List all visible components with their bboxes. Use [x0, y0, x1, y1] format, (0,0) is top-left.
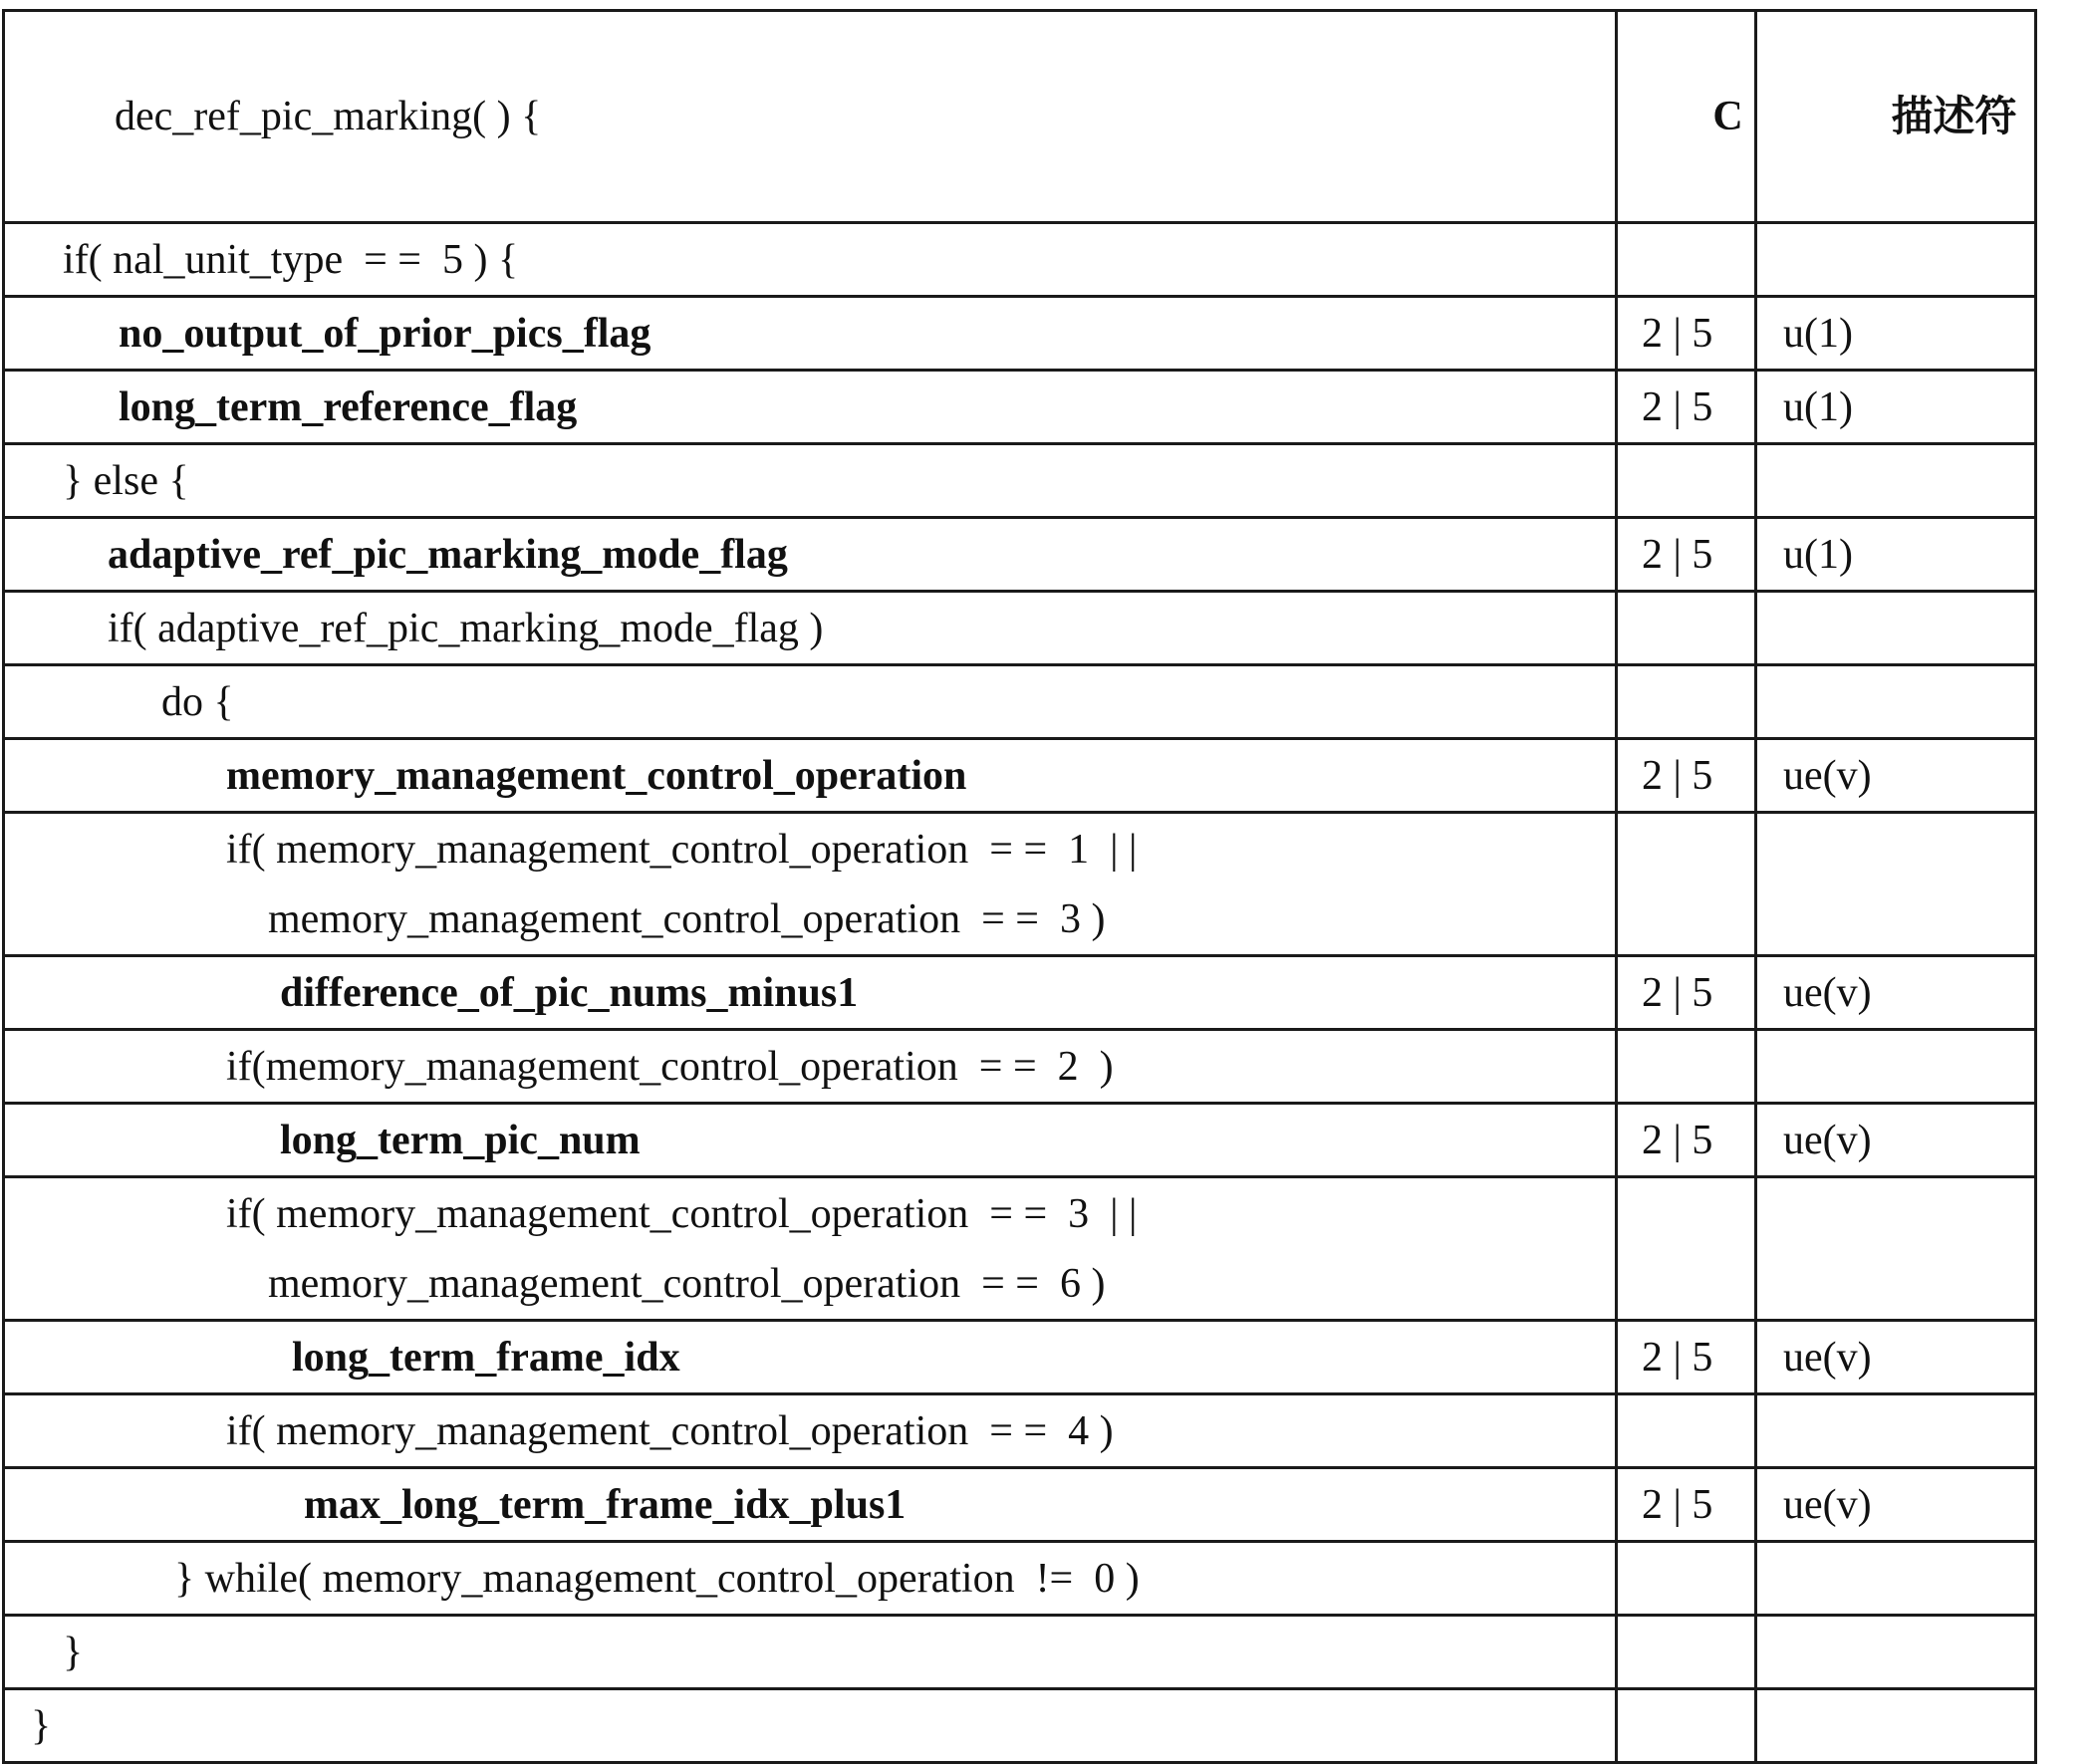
descriptor-cell: [1756, 592, 2036, 665]
category-cell: 2 | 5: [1617, 371, 1756, 444]
syntax-statement: if(memory_management_control_operation = = 2 ): [226, 1043, 1114, 1090]
table-row: [4, 1542, 2036, 1616]
header-descriptor-cell: [1756, 11, 2036, 223]
syntax-cell: [4, 1542, 1617, 1616]
category-cell: 2 | 5: [1617, 739, 1756, 813]
descriptor-cell: [1756, 444, 2036, 518]
table-row: [4, 956, 2036, 1030]
syntax-table-body: [4, 11, 2036, 1763]
category-cell: [1617, 1030, 1756, 1104]
table-row: [4, 1689, 2036, 1763]
table-row: [4, 665, 2036, 739]
syntax-statement: } else {: [63, 457, 189, 504]
table-row: [4, 371, 2036, 444]
syntax-cell: [4, 297, 1617, 371]
syntax-cell: [4, 1468, 1617, 1542]
syntax-cell: [4, 223, 1617, 297]
syntax-cell: [4, 1177, 1617, 1321]
syntax-statement: }: [63, 1629, 84, 1675]
syntax-statement: if( memory_management_control_operation = = 3 | |: [226, 1190, 1138, 1237]
syntax-cell: [4, 1104, 1617, 1177]
descriptor-cell: [1756, 1177, 2036, 1321]
category-cell: 2 | 5: [1617, 297, 1756, 371]
descriptor-cell: [1756, 1394, 2036, 1468]
syntax-statement: } while( memory_management_control_operation != 0 ): [174, 1555, 1140, 1602]
descriptor-cell: u(1): [1756, 518, 2036, 592]
syntax-cell: [4, 1394, 1617, 1468]
syntax-statement: memory_management_control_operation = = 6 ): [226, 1260, 1106, 1307]
syntax-element: max_long_term_frame_idx_plus1: [304, 1481, 907, 1528]
category-cell: [1617, 1616, 1756, 1689]
descriptor-cell: ue(v): [1756, 1468, 2036, 1542]
syntax-cell: [4, 1689, 1617, 1763]
descriptor-cell: ue(v): [1756, 739, 2036, 813]
category-cell: 2 | 5: [1617, 518, 1756, 592]
category-cell: [1617, 665, 1756, 739]
syntax-element: memory_management_control_operation: [226, 752, 967, 799]
header-row: [4, 11, 2036, 223]
category-cell: 2 | 5: [1617, 1321, 1756, 1394]
table-row: [4, 1468, 2036, 1542]
table-row: [4, 739, 2036, 813]
descriptor-cell: ue(v): [1756, 956, 2036, 1030]
category-cell: [1617, 1394, 1756, 1468]
descriptor-cell: [1756, 1616, 2036, 1689]
syntax-statement: if( memory_management_control_operation = = 1 | |: [226, 826, 1138, 873]
table-row: [4, 592, 2036, 665]
category-cell: [1617, 1689, 1756, 1763]
descriptor-cell: ue(v): [1756, 1321, 2036, 1394]
table-row: [4, 223, 2036, 297]
syntax-element: long_term_reference_flag: [119, 383, 578, 430]
syntax-cell: [4, 518, 1617, 592]
table-row: [4, 1030, 2036, 1104]
syntax-statement: memory_management_control_operation = = 3 ): [226, 895, 1106, 942]
syntax-cell: [4, 813, 1617, 956]
category-cell: [1617, 592, 1756, 665]
category-cell: [1617, 223, 1756, 297]
syntax-cell: [4, 371, 1617, 444]
descriptor-cell: ue(v): [1756, 1104, 2036, 1177]
descriptor-cell: [1756, 1542, 2036, 1616]
syntax-cell: [4, 956, 1617, 1030]
descriptor-cell: [1756, 1030, 2036, 1104]
header-category-cell: [1617, 11, 1756, 223]
syntax-element: long_term_frame_idx: [292, 1334, 680, 1381]
category-cell: [1617, 444, 1756, 518]
syntax-statement: }: [31, 1702, 52, 1749]
syntax-cell: [4, 1030, 1617, 1104]
syntax-element: long_term_pic_num: [280, 1117, 641, 1163]
descriptor-cell: [1756, 1689, 2036, 1763]
descriptor-header: 描述符: [1891, 92, 2017, 140]
table-row: [4, 1616, 2036, 1689]
table-row: [4, 518, 2036, 592]
descriptor-cell: u(1): [1756, 297, 2036, 371]
syntax-element: no_output_of_prior_pics_flag: [119, 310, 651, 357]
table-row: [4, 444, 2036, 518]
table-row: [4, 1321, 2036, 1394]
syntax-element: difference_of_pic_nums_minus1: [280, 969, 859, 1016]
syntax-cell: [4, 592, 1617, 665]
category-cell: [1617, 1542, 1756, 1616]
table-row: [4, 297, 2036, 371]
descriptor-cell: [1756, 665, 2036, 739]
syntax-statement: if( adaptive_ref_pic_marking_mode_flag ): [108, 605, 824, 651]
table-row: [4, 813, 2036, 956]
function-signature: dec_ref_pic_marking( ) {: [115, 94, 542, 139]
syntax-statement: do {: [161, 678, 234, 725]
descriptor-cell: [1756, 223, 2036, 297]
category-cell: 2 | 5: [1617, 1468, 1756, 1542]
table-row: [4, 1104, 2036, 1177]
syntax-cell: [4, 444, 1617, 518]
syntax-statement: if( memory_management_control_operation = = 4 ): [226, 1407, 1114, 1454]
category-cell: 2 | 5: [1617, 956, 1756, 1030]
syntax-cell: [4, 665, 1617, 739]
category-header: C: [1712, 94, 1743, 139]
syntax-cell: [4, 739, 1617, 813]
table-row: [4, 1394, 2036, 1468]
table-row: [4, 1177, 2036, 1321]
descriptor-cell: [1756, 813, 2036, 956]
syntax-cell: [4, 1321, 1617, 1394]
category-cell: [1617, 813, 1756, 956]
category-cell: 2 | 5: [1617, 1104, 1756, 1177]
header-syntax-cell: [4, 11, 1617, 223]
category-cell: [1617, 1177, 1756, 1321]
syntax-element: adaptive_ref_pic_marking_mode_flag: [108, 531, 788, 578]
syntax-table: [2, 9, 2037, 1764]
syntax-statement: if( nal_unit_type = = 5 ) {: [63, 236, 519, 283]
syntax-cell: [4, 1616, 1617, 1689]
descriptor-cell: u(1): [1756, 371, 2036, 444]
